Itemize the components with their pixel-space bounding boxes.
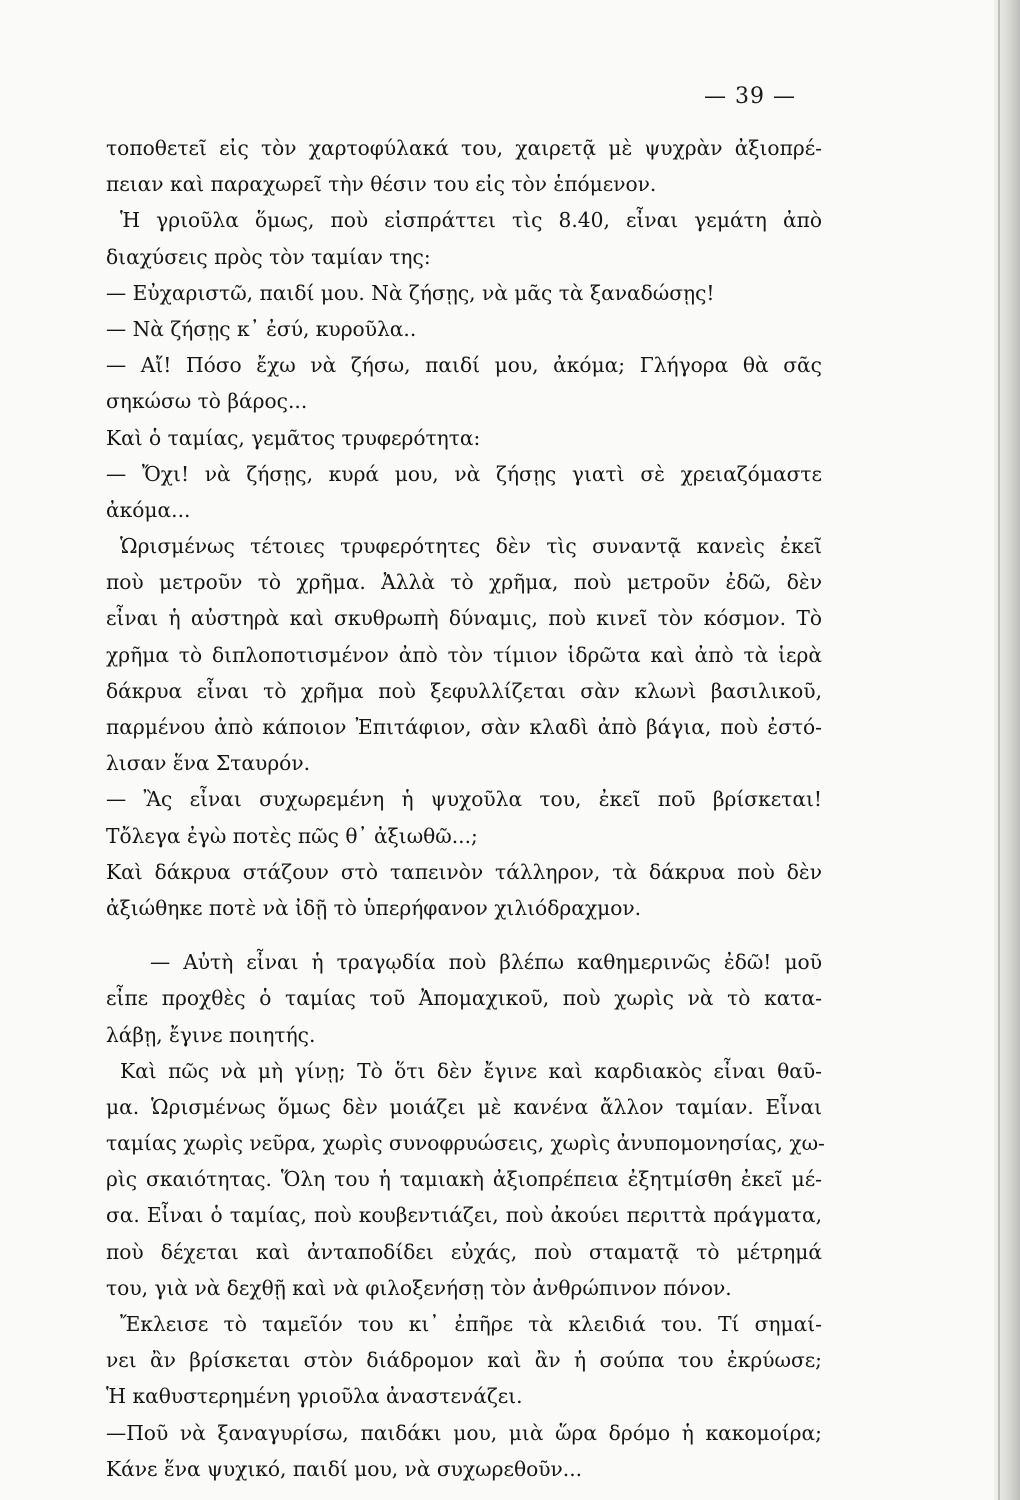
text-line: πειαν καὶ παραχωρεῖ τὴν θέσιν του εἰς τὸν ἑπόμενον.	[106, 172, 657, 197]
text-line: χρῆμα τὸ διπλοποτισμένον ἀπὸ τὸν τίμιον ἱδρῶτα καὶ ἀπὸ τὰ ἱερὰ	[106, 642, 822, 667]
text-line: —Ποῦ νὰ ξαναγυρίσω, παιδάκι μου, μιὰ ὥρα δρόμο ἡ κακομοίρα;	[106, 1420, 822, 1445]
text-line: — Αἴ! Πόσο ἔχω νὰ ζήσω, παιδί μου, ἀκόμα; Γλήγορα θὰ σᾶς	[106, 353, 822, 378]
text-line: διαχύσεις πρὸς τὸν ταμίαν της:	[106, 244, 431, 269]
text-line: Καὶ δάκρυα στάζουν στὸ ταπεινὸν τάλληρον, τὰ δάκρυα ποὺ δὲν	[106, 859, 822, 884]
text-line: λάβῃ, ἔγινε ποιητής.	[106, 1022, 316, 1047]
text-line: ποὺ μετροῦν τὸ χρῆμα. Ἀλλὰ τὸ χρῆμα, ποὺ μετροῦν ἐδῶ, δὲν	[106, 570, 822, 595]
body-text	[106, 130, 825, 1487]
text-line: Κάνε ἕνα ψυχικό, παιδί μου, νὰ συχωρεθοῦν...	[106, 1456, 583, 1481]
text-line: ἀξιώθηκε ποτὲ νὰ ἰδῇ τὸ ὑπερήφανον χιλιόδραχμον.	[106, 895, 642, 920]
text-line: ταμίας χωρὶς νεῦρα, χωρὶς συνοφρυώσεις, χωρὶς ἀνυπομονησίας, χω-	[106, 1131, 825, 1156]
text-line: ἀκόμα...	[106, 497, 191, 522]
text-line: δάκρυα εἶναι τὸ χρῆμα ποὺ ξεφυλλίζεται σὰν κλωνὶ βασιλικοῦ,	[106, 678, 822, 703]
text-line: παρμένου ἀπὸ κάποιον Ἐπιτάφιον, σὰν κλαδὶ ἀπὸ βάγια, ποὺ ἐστό-	[106, 715, 822, 739]
page-edge-line	[998, 0, 1000, 1500]
text-line: σα. Εἶναι ὁ ταμίας, ποὺ κουβεντιάζει, ποὺ ἀκούει περιττὰ πράγματα,	[106, 1203, 822, 1228]
text-line: Ὡρισμένως τέτοιες τρυφερότητες δὲν τὶς συναντᾷ κανεὶς ἐκεῖ	[120, 534, 822, 559]
text-line: — Ὄχι! νὰ ζήσῃς, κυρά μου, νὰ ζήσῃς γιατὶ σὲ χρειαζόμαστε	[106, 461, 822, 486]
text-line: εἶναι ἡ αὐστηρὰ καὶ σκυθρωπὴ δύναμις, ποὺ κινεῖ τὸν κόσμον. Τὸ	[106, 606, 822, 631]
text-line: Ἡ καθυστερημένη γριοῦλα ἀναστενάζει.	[106, 1384, 523, 1409]
text-line: — Εὐχαριστῶ, παιδί μου. Νὰ ζήσῃς, νὰ μᾶς τὰ ξαναδώσῃς!	[106, 280, 715, 305]
text-line: τοποθετεῖ εἰς τὸν χαρτοφύλακά του, χαιρετᾷ μὲ ψυχρὰν ἀξιοπρέ-	[106, 136, 822, 160]
text-line: εἶπε προχθὲς ὁ ταμίας τοῦ Ἀπομαχικοῦ, ποὺ χωρὶς νὰ τὸ κατα-	[106, 986, 822, 1011]
text-line: Τὄλεγα ἐγὼ ποτὲς πῶς θ᾽ ἀξιωθῶ...;	[106, 823, 478, 848]
text-line: ρὶς σκαιότητας. Ὅλη του ἡ ταμιακὴ ἀξιοπρέπεια ἐξητμίσθη ἐκεῖ μέ-	[106, 1167, 822, 1192]
text-line: λισαν ἕνα Σταυρόν.	[106, 751, 311, 776]
page-number: — 39 —	[704, 84, 796, 109]
text-line: σηκώσω τὸ βάρος...	[106, 389, 308, 414]
text-line: Ἔκλεισε τὸ ταμεῖόν του κι᾽ ἐπῆρε τὰ κλειδιά του. Τί σημαί-	[120, 1312, 822, 1336]
text-line: — Νὰ ζήσῃς κ᾽ ἐσύ, κυροῦλα..	[106, 316, 417, 341]
text-line: νει ἂν βρίσκεται στὸν διάδρομον καὶ ἂν ἡ σούπα του ἐκρύωσε;	[106, 1348, 822, 1373]
text-line: Ἡ γριοῦλα ὅμως, ποὺ εἰσπράττει τὶς 8.40, εἶναι γεμάτη ἀπὸ	[120, 208, 822, 233]
text-line: του, γιὰ νὰ δεχθῇ καὶ νὰ φιλοξενήσῃ τὸν ἀνθρώπινον πόνον.	[106, 1275, 732, 1300]
text-line: Καὶ ὁ ταμίας, γεμᾶτος τρυφερότητα:	[106, 425, 481, 450]
text-line: Καὶ πῶς νὰ μὴ γίνῃ; Τὸ ὅτι δὲν ἔγινε καὶ καρδιακὸς εἶναι θαῦ-	[120, 1058, 822, 1083]
text-line: — Ἂς εἶναι συχωρεμένη ἡ ψυχοῦλα του, ἐκεῖ ποῦ βρίσκεται!	[106, 787, 822, 812]
text-line: ποὺ δέχεται καὶ ἀνταποδίδει εὐχάς, ποὺ σταματᾷ τὸ μέτρημά	[106, 1239, 822, 1264]
text-line: — Αὐτὴ εἶναι ἡ τραγῳδία ποὺ βλέπω καθημερινῶς ἐδῶ! μοῦ	[150, 950, 822, 975]
text-line: μα. Ὡρισμένως ὅμως δὲν μοιάζει μὲ κανένα ἄλλον ταμίαν. Εἶναι	[106, 1094, 822, 1119]
